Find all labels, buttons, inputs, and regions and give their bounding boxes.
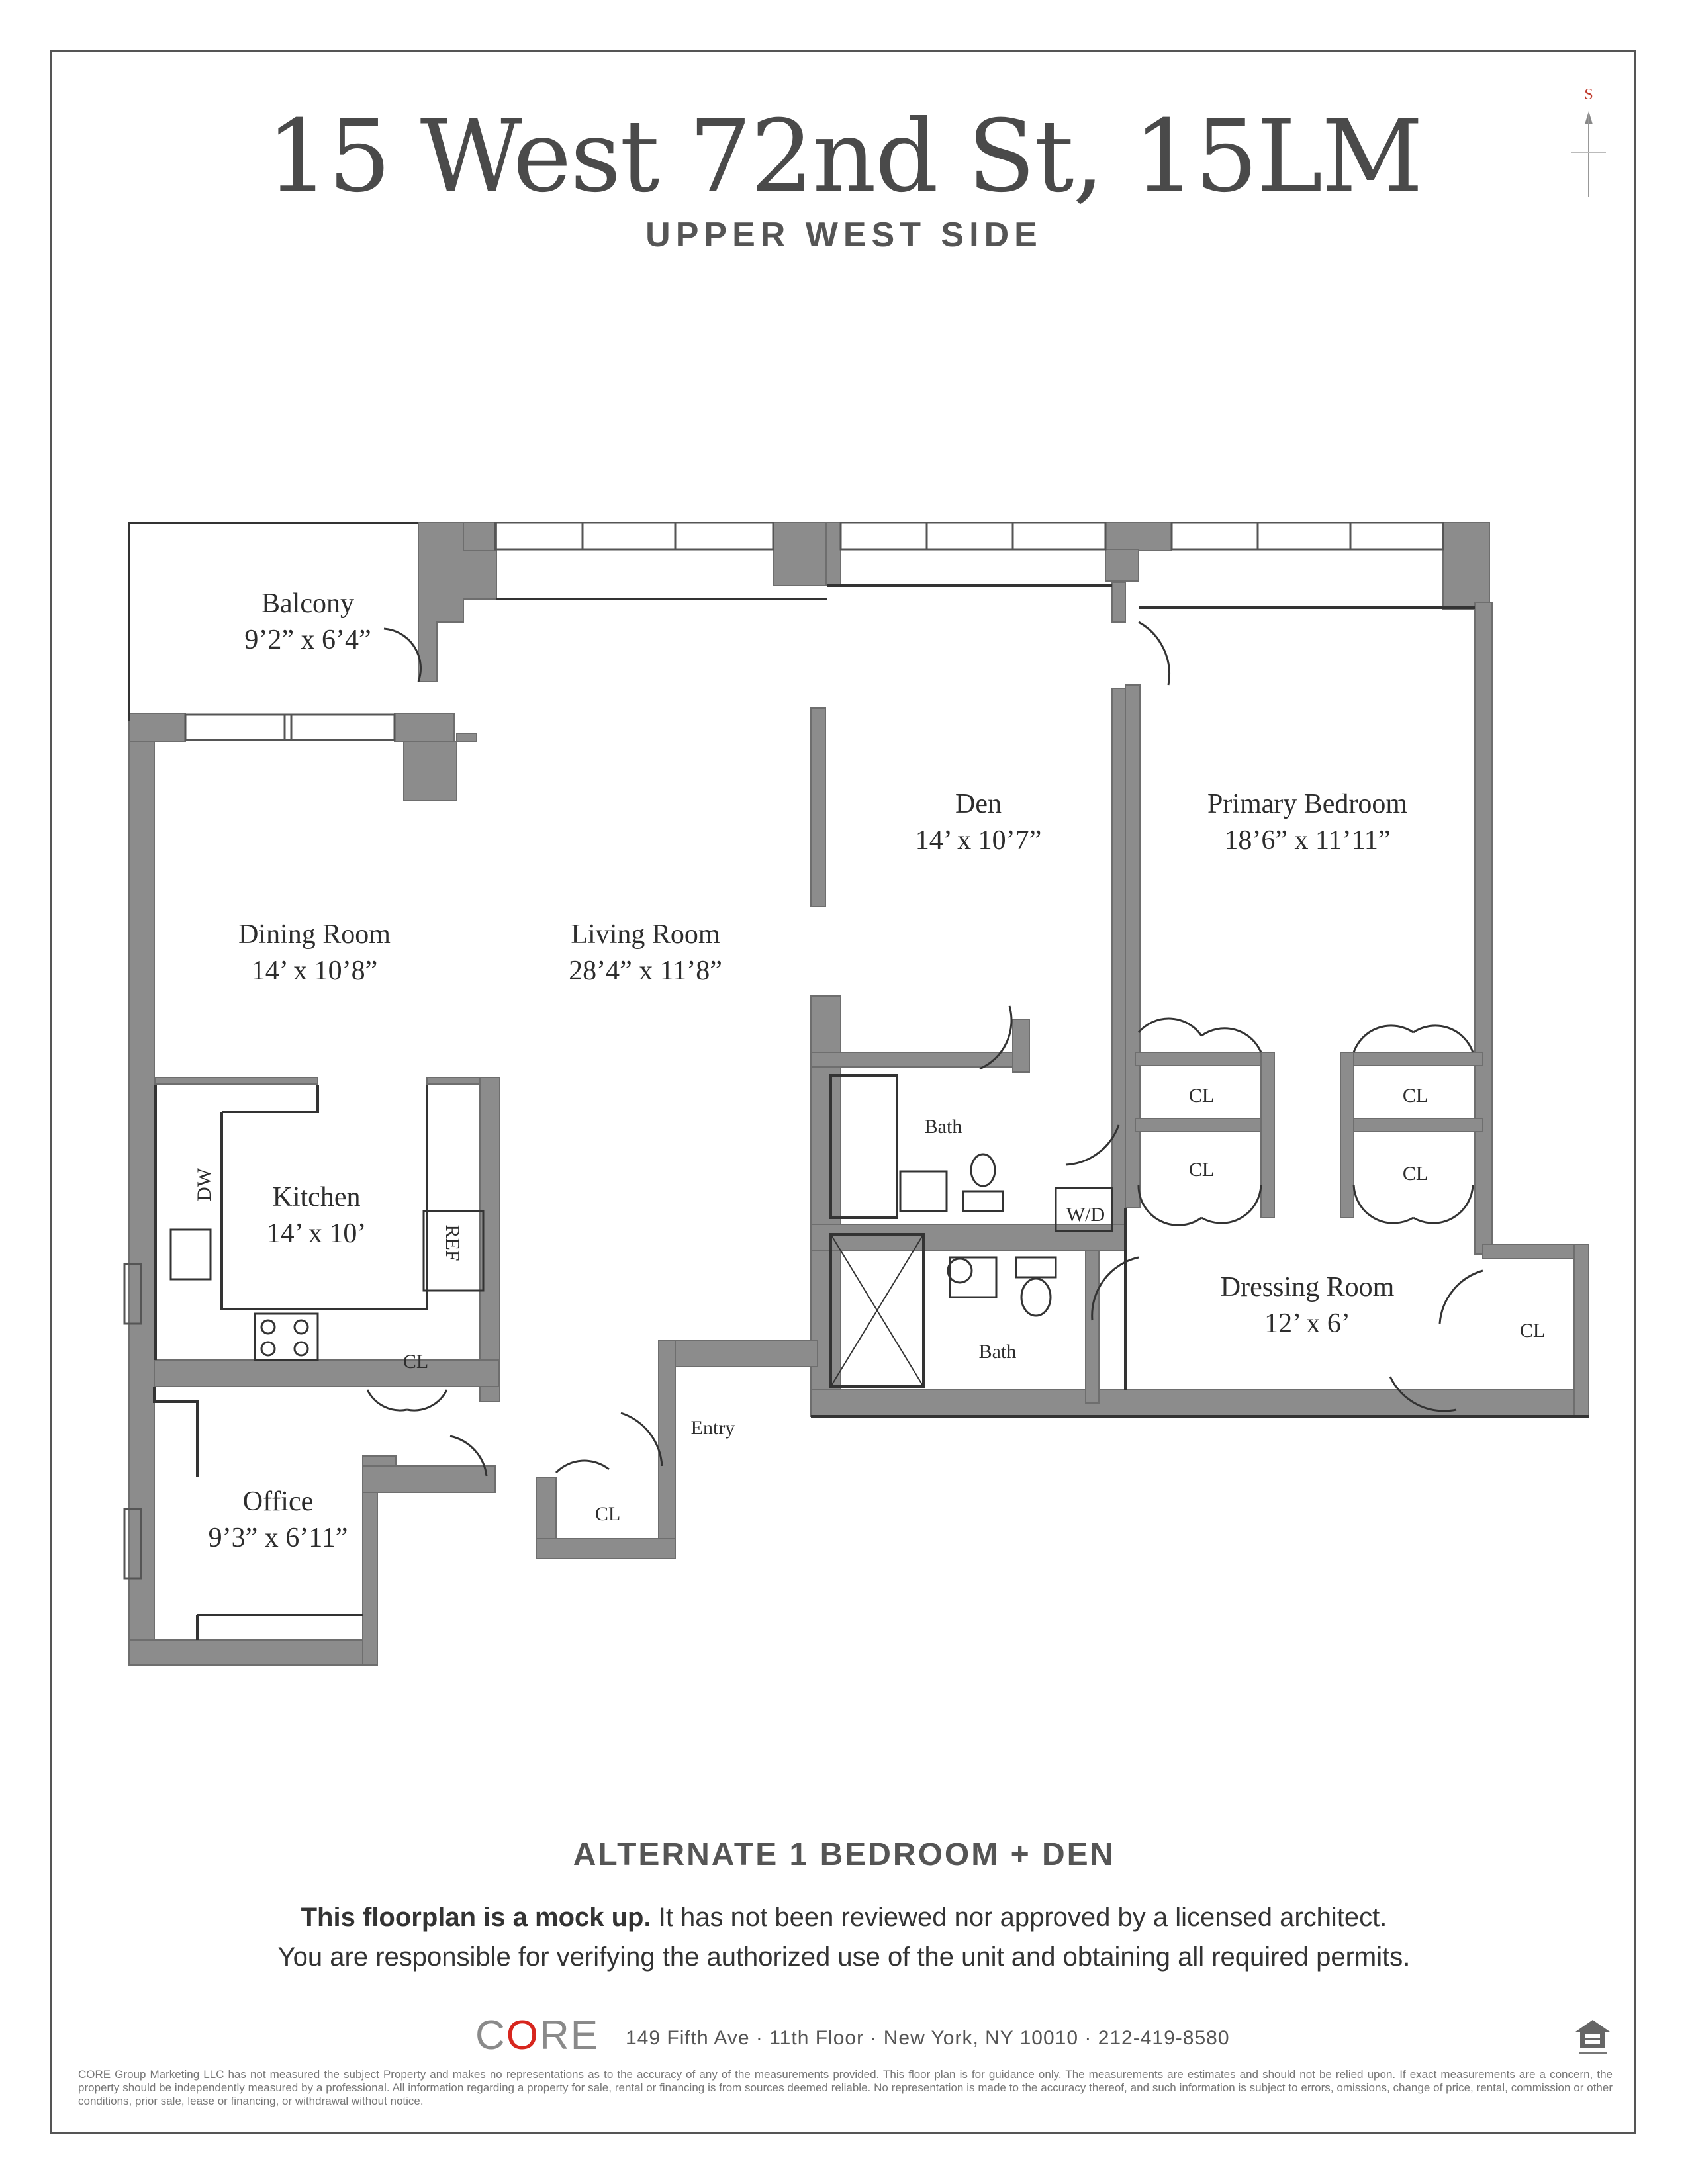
primary-bedroom-label: Primary Bedroom (1207, 789, 1408, 819)
kitchen-dims: 14’ x 10’ (266, 1218, 367, 1249)
unit-type-label: ALTERNATE 1 BEDROOM + DEN (573, 1837, 1115, 1872)
page-title: 15 West 72nd St, 15LM (266, 99, 1422, 214)
refrigerator-label: REF (442, 1224, 463, 1261)
living-room-dims: 28’4” x 11’8” (569, 956, 722, 986)
office-dims: 9’3” x 6’11” (208, 1523, 348, 1553)
entry-label: Entry (690, 1417, 735, 1439)
compass-label: S (1584, 86, 1593, 103)
closet-label-2: CL (1402, 1085, 1429, 1107)
interior-lines (129, 523, 1589, 1640)
closet-label-4: CL (1402, 1163, 1429, 1185)
dining-room-label: Dining Room (238, 919, 391, 950)
balcony-dims: 9’2” x 6’4” (244, 625, 371, 655)
office-label: Office (242, 1486, 314, 1517)
living-room-label: Living Room (571, 919, 720, 950)
dishwasher-label: DW (193, 1168, 215, 1201)
primary-bedroom-dims: 18’6” x 11’11” (1224, 825, 1391, 856)
fine-print: CORE Group Marketing LLC has not measured the subject Property and makes no representations as to the accuracy of any of the measurements provided. This floor plan is for guidance only. The measurements are estimates and should not be relied upon. If exact measurements are a concern, the property should be independently measured by a professional. All information regarding a property for sale, rental or financing is from sources deemed reliable. No representation is made to the accuracy thereof, and such information is subject to errors, omissions, change of price, rental, commission or other conditions, prior sale, lease or financing, or withdrawal without notice. (78, 2068, 1613, 2107)
doors (367, 622, 1483, 1476)
closet-label-1: CL (1188, 1085, 1215, 1107)
bath-label-2: Bath (978, 1341, 1017, 1363)
dining-room-dims: 14’ x 10’8” (251, 956, 378, 986)
walls (129, 523, 1589, 1665)
dressing-room-label: Dressing Room (1220, 1272, 1395, 1302)
closet-label-3: CL (1188, 1159, 1215, 1181)
bath-label-1: Bath (924, 1116, 962, 1138)
den-dims: 14’ x 10’7” (915, 825, 1042, 856)
logo-o: O (506, 2013, 540, 2058)
disclaimer-line-1 (0, 1903, 1688, 1933)
washer-dryer-label: W/D (1066, 1204, 1105, 1226)
core-logo (475, 2012, 599, 2059)
windows (124, 523, 1443, 1578)
disclaimer-bold: This floorplan is a mock up. (301, 1903, 651, 1932)
neighborhood-label: UPPER WEST SIDE (645, 216, 1043, 254)
logo-c: C (475, 2013, 506, 2058)
den-label: Den (955, 789, 1002, 819)
disclaimer-line-2: You are responsible for verifying the authorized use of the unit and obtaining all required permits. (277, 1942, 1411, 1972)
equal-housing-icon (1573, 2017, 1612, 2058)
closet-label-7: CL (594, 1503, 621, 1525)
closet-label-5: CL (1519, 1320, 1546, 1342)
office-address: 149 Fifth Ave · 11th Floor · New York, NY 10010 · 212-419-8580 (626, 2027, 1230, 2049)
balcony-label: Balcony (261, 588, 354, 619)
kitchen-label: Kitchen (272, 1182, 361, 1212)
closet-label-6: CL (402, 1351, 429, 1373)
dressing-room-dims: 12’ x 6’ (1264, 1308, 1350, 1339)
disclaimer-rest: It has not been reviewed nor approved by a licensed architect. (651, 1903, 1387, 1932)
logo-re: RE (539, 2013, 600, 2058)
